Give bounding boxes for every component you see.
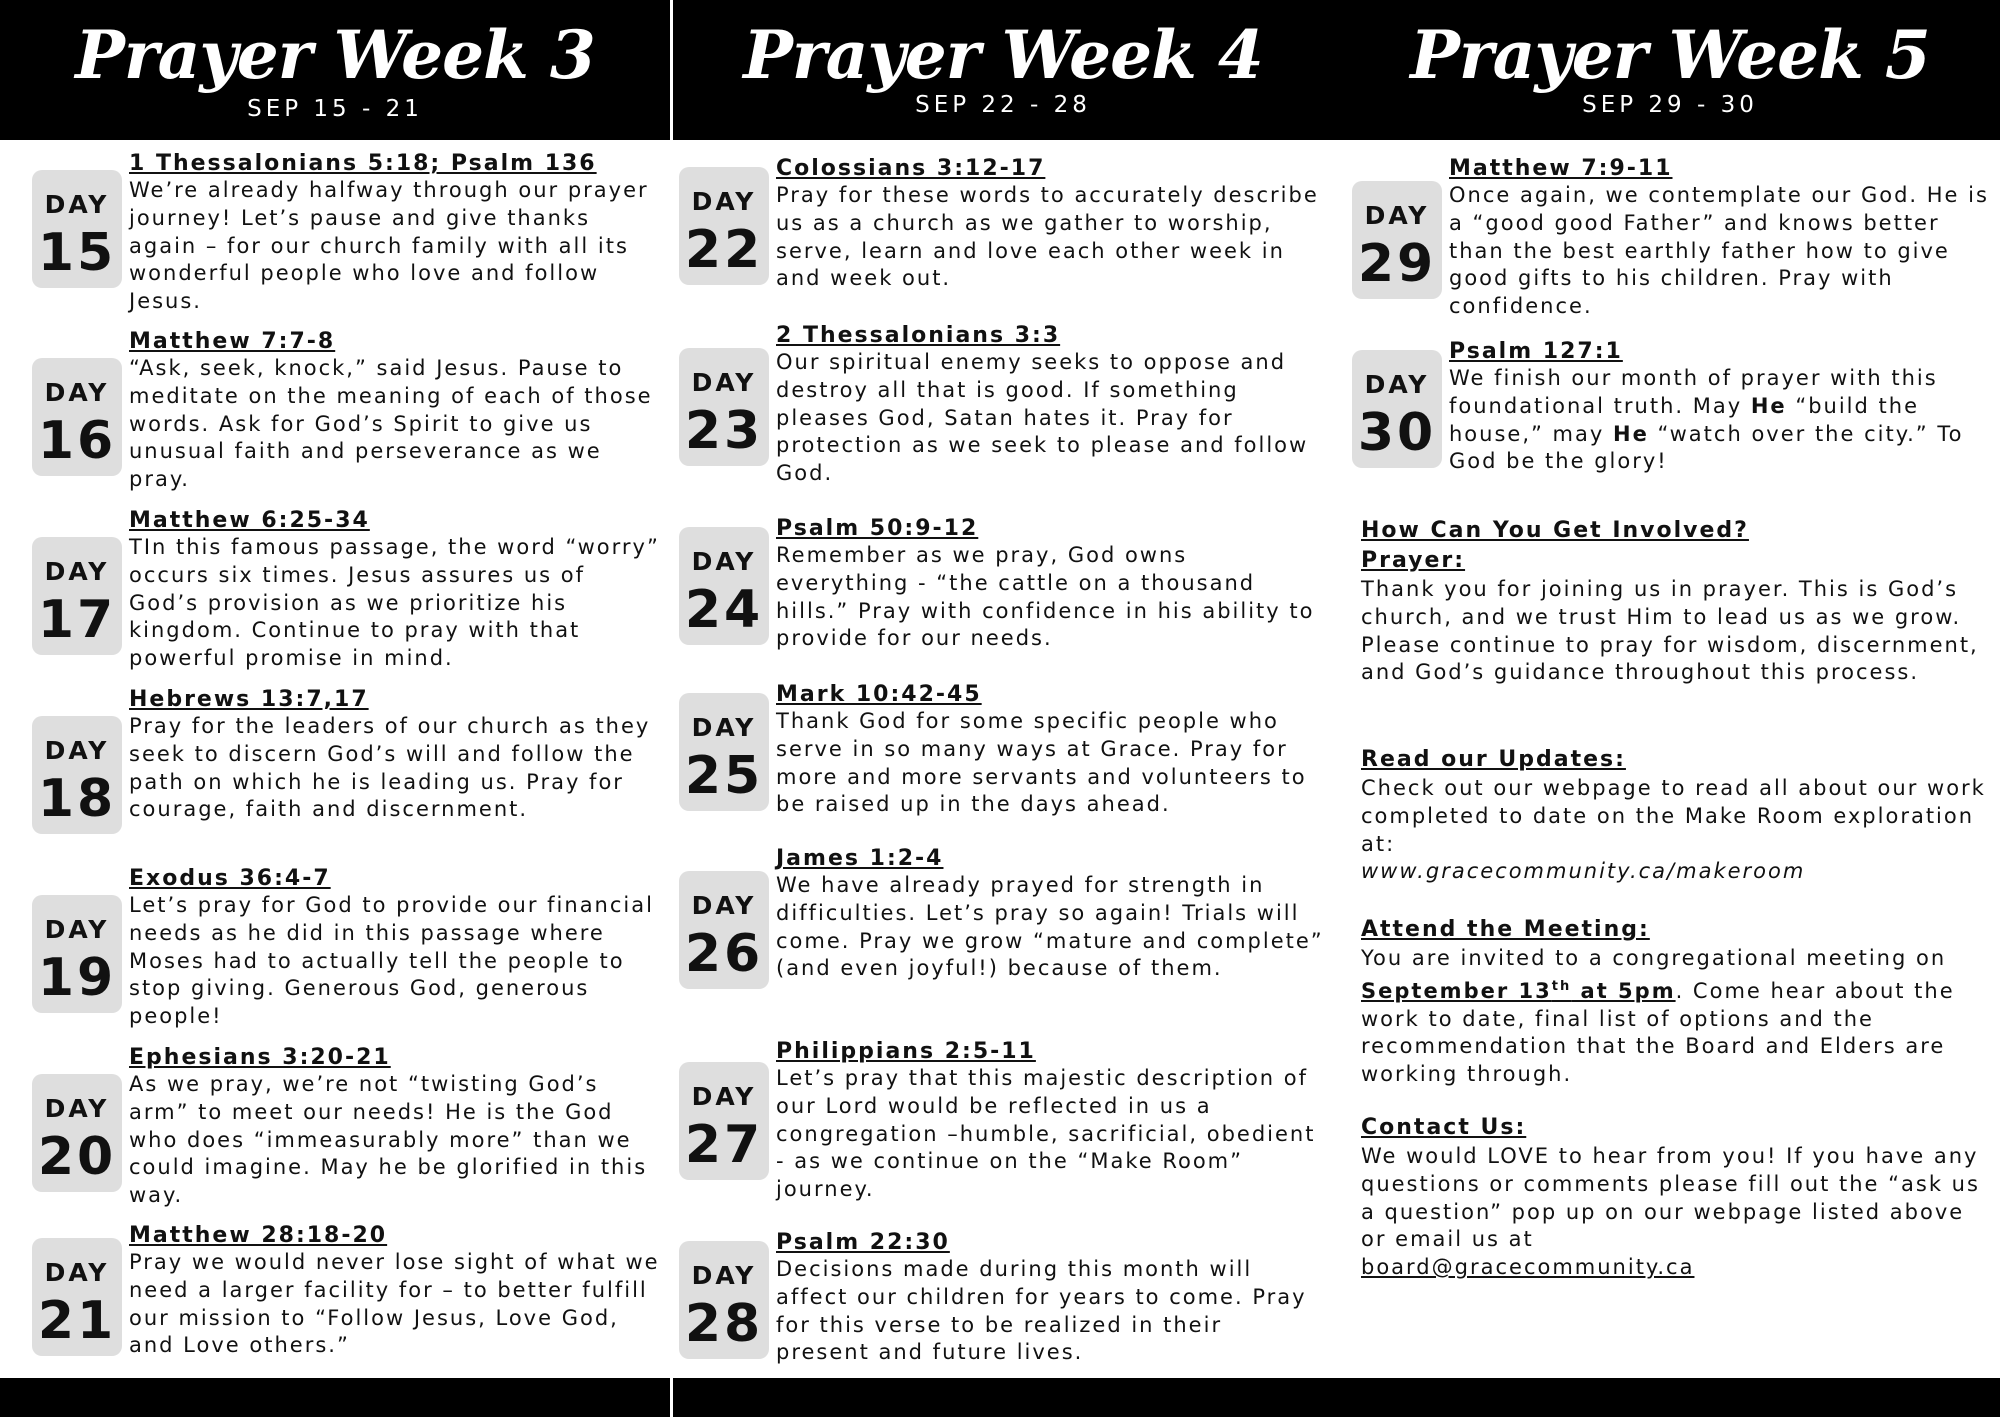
day-badge (679, 527, 769, 645)
meeting-date-text: September 13 (1361, 978, 1552, 1003)
day-badge (32, 1074, 122, 1192)
day-label: DAY (44, 1094, 110, 1123)
day-label: DAY (691, 1082, 757, 1111)
prayer-text-part: We finish our month of prayer with this foundational truth. May (1449, 366, 1938, 418)
day-content (776, 322, 1324, 488)
prayer-paragraph: Thank you for joining us in prayer. This is God’s church, and we trust Him to lead us as we grow. Please continue to pray for wisdom, discernment, and God’s guidance throughout this process. (1361, 577, 1979, 685)
day-label: DAY (44, 736, 110, 765)
prayer-text: Pray for these words to accurately describe us as a church as we gather to worship, serve, learn and love each other week in and week out. (776, 183, 1319, 291)
week-3-title: Prayer Week 3 (75, 16, 595, 94)
day-label: DAY (691, 713, 757, 742)
week-5-header (1340, 0, 2000, 140)
day-entry (32, 507, 660, 677)
contact-section (1361, 1113, 1991, 1282)
day-number: 25 (684, 746, 764, 806)
scripture-reference: James 1:2-4 (776, 846, 944, 871)
prayer-text: Let’s pray that this majestic description of our Lord would be reflected in us a congregation –humble, sacrificial, obedient - as we continue on the “Make Room” journey. (776, 1066, 1316, 1202)
day-content (129, 1044, 660, 1210)
day-content (776, 515, 1324, 653)
week-3-dates: SEP 15 - 21 (247, 96, 423, 122)
prayer-text: Once again, we contemplate our God. He is a “good good Father” and knows better than the best earthly father how to give good gifts to his children. Pray with confidence. (1449, 183, 1989, 319)
day-label: DAY (44, 915, 110, 944)
week-5-title: Prayer Week 5 (1410, 16, 1930, 94)
day-label: DAY (691, 1261, 757, 1290)
prayer-text: Let’s pray for God to provide our financial needs as he did in this passage where Moses had to actually tell the people to stop giving. Generous God, generous people! (129, 893, 654, 1029)
day-entry (1352, 338, 1997, 488)
day-number: 29 (1357, 234, 1437, 294)
day-number: 20 (37, 1127, 117, 1187)
day-badge (679, 348, 769, 466)
scripture-reference: Matthew 28:18-20 (129, 1223, 388, 1248)
contact-paragraph: We would LOVE to hear from you! If you have any questions or comments please fill out the “ask us a question” pop up on our webpage listed above or email us at (1361, 1144, 1980, 1252)
day-label: DAY (44, 557, 110, 586)
day-label: DAY (691, 368, 757, 397)
day-badge (32, 358, 122, 476)
day-label: DAY (1364, 370, 1430, 399)
day-content (129, 1222, 660, 1360)
footer-band-right (673, 1378, 2000, 1417)
scripture-reference: Ephesians 3:20-21 (129, 1045, 391, 1070)
day-badge (679, 693, 769, 811)
prayer-text (1449, 365, 1997, 476)
day-content (1449, 338, 1997, 476)
day-content (129, 686, 660, 824)
meeting-text: . Come hear about the work to date, final list of options and the recommendation that the Board and Elders are working through. (1361, 978, 1955, 1087)
day-content (776, 845, 1324, 983)
week-4-dates: SEP 22 - 28 (915, 92, 1091, 118)
updates-section (1361, 745, 1991, 886)
day-entry (32, 686, 660, 856)
day-entry (679, 845, 1324, 1015)
scripture-reference: Exodus 36:4-7 (129, 866, 331, 891)
day-number: 30 (1357, 403, 1437, 463)
scripture-reference: Philippians 2:5-11 (776, 1039, 1036, 1064)
day-number: 15 (37, 223, 117, 283)
prayer-text: We’re already halfway through our prayer journey! Let’s pause and give thanks again – for our church family with all its wonderful people who love and follow Jesus. (129, 178, 649, 314)
day-badge (32, 1238, 122, 1356)
day-entry (679, 155, 1324, 320)
day-number: 26 (684, 924, 764, 984)
day-number: 24 (684, 580, 764, 640)
meeting-heading: Attend the Meeting: (1361, 917, 1650, 942)
meeting-paragraph (1361, 945, 1991, 1089)
day-content (776, 681, 1324, 819)
scripture-reference: 1 Thessalonians 5:18; Psalm 136 (129, 151, 597, 176)
updates-link[interactable]: www.gracecommunity.ca/makeroom (1361, 859, 1806, 884)
scripture-reference: Colossians 3:12-17 (776, 156, 1046, 181)
day-badge (32, 716, 122, 834)
get-involved-section (1361, 516, 1991, 687)
scripture-reference: Matthew 7:7-8 (129, 329, 336, 354)
prayer-text: Our spiritual enemy seeks to oppose and destroy all that is good. If something pleases God, Satan hates it. Pray for protection as we seek to please and follow God. (776, 350, 1309, 486)
scripture-reference: Mark 10:42-45 (776, 682, 982, 707)
scripture-reference: Psalm 127:1 (1449, 339, 1623, 364)
scripture-reference: Matthew 6:25-34 (129, 508, 370, 533)
emphasis-he: He (1750, 393, 1787, 418)
week-4-header (673, 0, 1333, 140)
day-entry (1352, 155, 1997, 325)
day-badge (1352, 181, 1442, 299)
meeting-date (1361, 979, 1676, 1003)
day-badge (679, 871, 769, 989)
day-number: 17 (37, 590, 117, 650)
meeting-time: at 5pm (1571, 978, 1676, 1003)
prayer-text: “Ask, seek, knock,” said Jesus. Pause to meditate on the meaning of each of those words. Ask for God’s Spirit to give us unusual faith and perseverance as we pray. (129, 356, 653, 492)
day-badge (32, 895, 122, 1013)
scripture-reference: Hebrews 13:7,17 (129, 687, 369, 712)
prayer-text: Pray we would never lose sight of what we need a larger facility for – to better fulfill our mission to “Follow Jesus, Love God, and Love others.” (129, 1250, 660, 1358)
prayer-text: Pray for the leaders of our church as they seek to discern God’s will and follow the path on which he is leading us. Pray for courage, faith and discernment. (129, 714, 651, 822)
prayer-text-part: “build the house,” may (1449, 393, 1919, 446)
day-content (129, 150, 660, 316)
scripture-reference: Matthew 7:9-11 (1449, 156, 1673, 181)
contact-heading: Contact Us: (1361, 1115, 1527, 1140)
day-label: DAY (691, 187, 757, 216)
day-badge (679, 1241, 769, 1359)
day-entry (32, 865, 660, 1035)
day-number: 21 (37, 1291, 117, 1351)
day-number: 19 (37, 948, 117, 1008)
day-number: 18 (37, 769, 117, 829)
meeting-section (1361, 915, 1991, 1089)
day-badge (679, 167, 769, 285)
day-label: DAY (44, 1258, 110, 1287)
day-entry (679, 515, 1324, 675)
meeting-date-suffix: th (1551, 978, 1572, 994)
scripture-reference: 2 Thessalonians 3:3 (776, 323, 1061, 348)
day-entry (679, 1038, 1324, 1208)
day-label: DAY (691, 547, 757, 576)
updates-paragraph: Check out our webpage to read all about our work completed to date on the Make Room exploration at: (1361, 776, 1986, 856)
day-number: 22 (684, 220, 764, 280)
week-3-header (0, 0, 670, 140)
day-content (129, 507, 660, 673)
contact-email-link[interactable]: board@gracecommunity.ca (1361, 1255, 1695, 1280)
prayer-text: Decisions made during this month will affect our children for years to come. Pray for this verse to be realized in their present and future lives. (776, 1257, 1307, 1365)
day-number: 27 (684, 1115, 764, 1175)
day-entry (679, 681, 1324, 841)
day-entry (679, 1229, 1324, 1374)
day-content (776, 155, 1324, 293)
prayer-text: As we pray, we’re not “twisting God’s arm” to meet our needs! He is the God who does “immeasurably more” than we could imagine. May he be glorified in this way. (129, 1072, 648, 1208)
day-content (129, 328, 660, 494)
day-content (129, 865, 660, 1031)
day-label: DAY (1364, 201, 1430, 230)
day-entry (32, 1222, 660, 1372)
prayer-heading: Prayer: (1361, 548, 1466, 573)
day-badge (32, 170, 122, 288)
day-label: DAY (44, 378, 110, 407)
day-content (1449, 155, 1997, 321)
day-entry (679, 322, 1324, 492)
day-number: 28 (684, 1294, 764, 1354)
prayer-text: TIn this famous passage, the word “worry” occurs six times. Jesus assures us of God’s provision as we prioritize his kingdom. Continue to pray with that powerful promise in mind. (129, 535, 660, 671)
prayer-text-part: “watch over the city.” To God be the glory! (1449, 421, 1964, 474)
updates-heading: Read our Updates: (1361, 747, 1626, 772)
prayer-text: We have already prayed for strength in difficulties. Let’s pray so again! Trials will come. Pray we grow “mature and complete” (and even joyful!) because of them. (776, 873, 1324, 981)
prayer-text: Thank God for some specific people who serve in so many ways at Grace. Pray for more and more servants and volunteers to be raised up in the days ahead. (776, 709, 1307, 817)
day-number: 16 (37, 411, 117, 471)
prayer-text: Remember as we pray, God owns everything - “the cattle on a thousand hills.” Pray with confidence in his ability to provide for our needs. (776, 543, 1315, 651)
day-number: 23 (684, 401, 764, 461)
footer-band-left (0, 1378, 670, 1417)
meeting-text: You are invited to a congregational meeting on (1361, 946, 1947, 970)
get-involved-heading: How Can You Get Involved? (1361, 518, 1749, 543)
emphasis-he: He (1613, 421, 1649, 446)
day-content (776, 1038, 1324, 1204)
week-5-dates: SEP 29 - 30 (1582, 92, 1758, 118)
day-badge (32, 537, 122, 655)
day-label: DAY (691, 891, 757, 920)
day-content (776, 1229, 1324, 1367)
day-label: DAY (44, 190, 110, 219)
day-entry (32, 150, 660, 320)
scripture-reference: Psalm 50:9-12 (776, 516, 979, 541)
day-entry (32, 1044, 660, 1214)
week-4-title: Prayer Week 4 (743, 16, 1263, 94)
scripture-reference: Psalm 22:30 (776, 1230, 950, 1255)
day-badge (679, 1062, 769, 1180)
day-badge (1352, 350, 1442, 468)
day-entry (32, 328, 660, 498)
